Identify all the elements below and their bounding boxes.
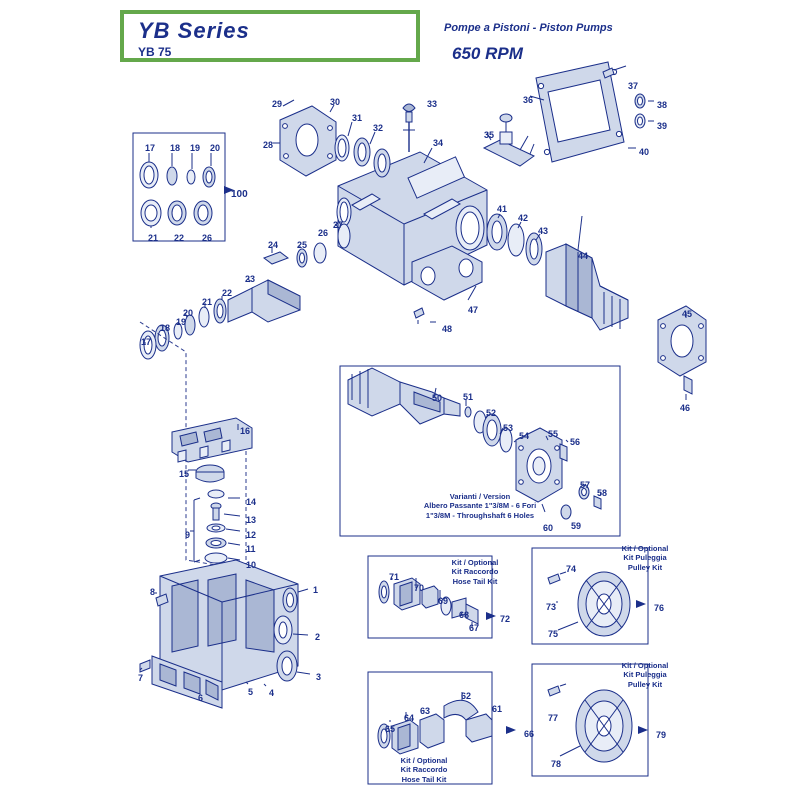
part-callout-45: 45 [682, 309, 693, 319]
part-callout-28: 28 [263, 140, 274, 150]
part-callout-76: 76 [654, 603, 665, 613]
part-callout-64: 64 [404, 713, 415, 723]
pulley-kit-bottom-line-3: Pulley Kit [627, 679, 663, 689]
part-callout-53: 53 [503, 423, 514, 433]
part-callout-21: 21 [148, 233, 159, 243]
part-callout-4: 4 [269, 688, 275, 698]
part-callout-1: 1 [313, 585, 319, 595]
part-callout-54: 54 [519, 431, 530, 441]
variant-line-1: Varianti / Version [449, 492, 511, 501]
part-callout-51: 51 [463, 392, 474, 402]
part-callout-17: 17 [145, 143, 156, 153]
part-callout-70: 70 [414, 583, 425, 593]
part-callout-22: 22 [174, 233, 185, 243]
part-callout-42: 42 [518, 213, 529, 223]
part-callout-21: 21 [202, 297, 213, 307]
part-callout-30: 30 [330, 97, 341, 107]
hose-kit-bottom-line-2: Kit Raccordo [400, 765, 448, 775]
part-callout-37: 37 [628, 81, 639, 91]
part-callout-69: 69 [438, 596, 449, 606]
page-title: YB Series [138, 18, 250, 43]
model-label: YB 75 [138, 45, 172, 59]
part-callout-3: 3 [316, 672, 322, 682]
part-callout-20: 20 [183, 308, 194, 318]
part-callout-8: 8 [150, 587, 156, 597]
part-callout-48: 48 [442, 324, 453, 334]
part-callout-66: 66 [524, 729, 535, 739]
part-callout-32: 32 [373, 123, 384, 133]
part-callout-9: 9 [185, 530, 191, 540]
part-callout-25: 25 [297, 240, 308, 250]
part-callout-24: 24 [268, 240, 279, 250]
part-callout-26: 26 [318, 228, 329, 238]
hose-kit-top-line-2: Kit Raccordo [451, 567, 499, 577]
part-callout-6: 6 [198, 693, 204, 703]
part-callout-16: 16 [240, 426, 251, 436]
part-callout-52: 52 [486, 408, 497, 418]
part-callout-34: 34 [433, 138, 444, 148]
part-callout-14: 14 [246, 497, 257, 507]
part-callout-78: 78 [551, 759, 562, 769]
part-callout-71: 71 [389, 572, 400, 582]
part-callout-31: 31 [352, 113, 363, 123]
part-callout-5: 5 [248, 687, 254, 697]
part-callout-22: 22 [222, 288, 233, 298]
part-callout-11: 11 [246, 544, 256, 554]
part-callout-2: 2 [315, 632, 321, 642]
part-callout-55: 55 [548, 429, 559, 439]
part-callout-18: 18 [170, 143, 181, 153]
part-callout-19: 19 [176, 317, 187, 327]
pulley-kit-bottom-line-1: Kit / Optional [621, 661, 669, 670]
part-callout-58: 58 [597, 488, 608, 498]
part-callout-65: 65 [385, 724, 396, 734]
hose-kit-top-line-1: Kit / Optional [451, 558, 499, 567]
part-callout-46: 46 [680, 403, 691, 413]
part-callout-57: 57 [580, 480, 591, 490]
variant-caption [340, 492, 620, 520]
part-callout-72: 72 [500, 614, 511, 624]
hose-kit-bottom-caption [368, 756, 480, 784]
pulley-kit-top-line-1: Kit / Optional [621, 544, 669, 553]
part-callout-13: 13 [246, 515, 257, 525]
part-callout-73: 73 [546, 602, 557, 612]
part-callout-79: 79 [656, 730, 667, 740]
part-callout-15: 15 [179, 469, 190, 479]
part-callout-18: 18 [160, 323, 171, 333]
hose-kit-top-caption [440, 558, 510, 586]
part-callout-100: 100 [231, 189, 248, 200]
part-callout-47: 47 [468, 305, 479, 315]
pulley-kit-top-caption [614, 544, 676, 572]
part-callout-7: 7 [138, 673, 144, 683]
part-callout-40: 40 [639, 147, 650, 157]
part-callout-23: 23 [245, 274, 256, 284]
pulley-kit-top-line-2: Kit Puleggia [623, 553, 667, 563]
pulley-kit-bottom-line-2: Kit Puleggia [623, 670, 667, 680]
part-callout-61: 61 [492, 704, 503, 714]
part-callout-10: 10 [246, 560, 257, 570]
part-callout-44: 44 [578, 251, 589, 261]
part-callout-26: 26 [202, 233, 213, 243]
part-callout-39: 39 [657, 121, 668, 131]
part-callout-38: 38 [657, 100, 668, 110]
part-callout-50: 50 [432, 393, 443, 403]
part-callout-77: 77 [548, 713, 559, 723]
part-callout-63: 63 [420, 706, 431, 716]
part-callout-41: 41 [497, 204, 508, 214]
part-callout-20: 20 [210, 143, 221, 153]
pulley-kit-bottom-caption [614, 661, 676, 689]
header-rpm: 650 RPM [452, 44, 523, 63]
part-callout-29: 29 [272, 99, 283, 109]
hose-kit-bottom-line-3: Hose Tail Kit [401, 774, 447, 784]
variant-line-2: Albero Passante 1"3/8M - 6 Fori [423, 501, 537, 511]
part-callout-19: 19 [190, 143, 201, 153]
part-callout-27: 27 [333, 220, 344, 230]
part-callout-36: 36 [523, 95, 534, 105]
part-callout-59: 59 [571, 521, 582, 531]
pulley-kit-top-line-3: Pulley Kit [627, 562, 663, 572]
part-callout-60: 60 [543, 523, 554, 533]
part-callout-43: 43 [538, 226, 549, 236]
part-callout-62: 62 [461, 691, 472, 701]
part-callout-33: 33 [427, 99, 438, 109]
part-callout-17: 17 [141, 337, 152, 347]
hose-kit-bottom-line-1: Kit / Optional [400, 756, 448, 765]
part-callout-75: 75 [548, 629, 559, 639]
hose-kit-top-line-3: Hose Tail Kit [452, 576, 498, 586]
part-callout-56: 56 [570, 437, 581, 447]
part-callout-67: 67 [469, 623, 480, 633]
part-callout-12: 12 [246, 530, 257, 540]
header-subtitle: Pompe a Pistoni - Piston Pumps [444, 22, 613, 34]
variant-line-3: 1"3/8M - Throughshaft 6 Holes [425, 510, 535, 520]
part-callout-35: 35 [484, 130, 495, 140]
part-callout-74: 74 [566, 564, 577, 574]
part-callout-68: 68 [459, 610, 470, 620]
